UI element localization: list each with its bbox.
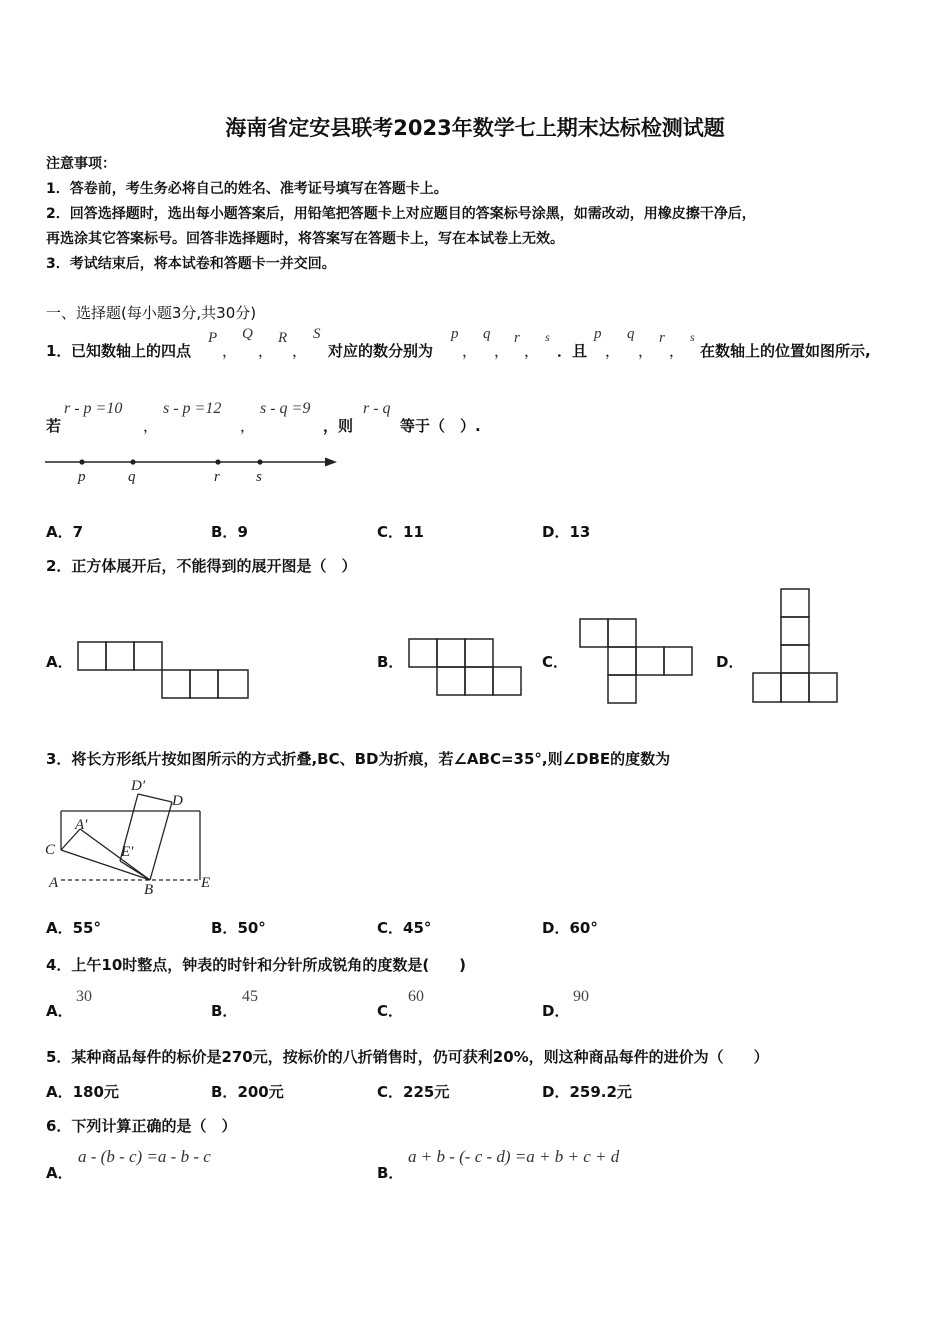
net-figure-b [407,637,525,699]
q1-eq1: r - p =10 [64,400,123,417]
option-b[interactable]: B．50° [211,919,266,937]
folding-figure [40,774,230,902]
option-c[interactable]: C．11 [377,523,424,541]
q5-text: 5．某种商品每件的标价是270元，按标价的八折销售时，仍可获利20%，则这种商品每件的进价为（ ） [46,1048,769,1066]
option-a-value: 30 [76,988,92,1005]
axis-label-p: p [78,469,86,485]
note-item: 2．回答选择题时，选出每小题答案后，用铅笔把答题卡上对应题目的答案标号涂黑，如需改动，用橡皮擦干净后， [46,206,756,222]
option-b[interactable]: B．9 [211,523,248,541]
point-p-dot [79,459,84,464]
q1-val-p: p [451,326,459,342]
option-b-value: 45 [242,988,258,1005]
option-a[interactable]: A． [46,1164,73,1182]
section-heading: 一、选择题(每小题3分,共30分) [46,304,257,322]
option-a[interactable]: A．55° [46,919,101,937]
option-d-value: 90 [573,988,589,1005]
label-d-prime: D′ [131,778,146,794]
q2-text: 2．正方体展开后，不能得到的展开图是（ ） [46,557,357,575]
q1-point-s: S [313,326,321,342]
q1-eq2: s - p =12 [163,400,222,417]
option-c[interactable]: C．225元 [377,1083,450,1101]
q1-text: 在数轴上的位置如图所示, [700,342,871,360]
option-a[interactable]: A． [46,1002,73,1020]
q4-text: 4．上午10时整点，钟表的时针和分针所成锐角的度数是( ) [46,956,467,974]
point-q-dot [130,459,135,464]
q1-number: 1． [46,342,72,360]
option-d[interactable]: D．60° [542,919,598,937]
q1-point-r: R [278,330,288,346]
option-d[interactable]: D． [542,1002,570,1020]
q1-expr: r - q [363,400,391,417]
point-r-dot [215,459,220,464]
q1-text: ．且 [557,342,588,360]
note-item: 3．考试结束后，将本试卷和答题卡一并交回。 [46,256,336,272]
option-b-expression: a + b - (- c - d) =a + b + c + d [408,1147,620,1166]
net-figure-d [750,587,842,707]
q1-val-s: s [545,330,550,344]
q1-val-p2: p [594,326,602,342]
q3-text: 3．将长方形纸片按如图所示的方式折叠,BC、BD为折痕，若∠ABC=35°,则∠DBE的度数为 [46,750,671,768]
option-c[interactable]: C．45° [377,919,432,937]
q1-val-r2: r [659,330,665,346]
q1-val-q2: q [627,326,635,342]
option-a[interactable]: A． [46,653,73,671]
axis-label-q: q [128,469,136,485]
q1-ruo: 若 [46,417,62,435]
option-a[interactable]: A．180元 [46,1083,119,1101]
label-a: A [49,875,59,891]
q1-text: 已知数轴上的四点 [71,342,192,360]
net-figure-c [578,617,696,707]
option-c[interactable]: C． [377,1002,404,1020]
option-d[interactable]: D． [716,653,744,671]
option-a-expression: a - (b - c) =a - b - c [78,1147,211,1166]
option-b[interactable]: B． [377,653,404,671]
option-d[interactable]: D．259.2元 [542,1083,632,1101]
label-e-prime: E′ [121,844,134,860]
option-b[interactable]: B． [211,1002,238,1020]
q6-text: 6．下列计算正确的是（ ） [46,1117,237,1135]
q1-val-r: r [514,330,520,346]
point-s-dot [257,459,262,464]
label-b: B [144,882,154,898]
notes-heading: 注意事项： [46,156,116,172]
option-d[interactable]: D．13 [542,523,591,541]
axis-label-r: r [214,469,220,485]
note-item: 1．答卷前，考生务必将自己的姓名、准考证号填写在答题卡上。 [46,181,448,197]
q1-text: 等于（ ）. [400,417,481,435]
label-d: D [172,793,183,809]
option-a[interactable]: A．7 [46,523,84,541]
q1-point-p: P [208,330,218,346]
page-title: 海南省定安县联考2023年数学七上期末达标检测试题 [225,116,725,140]
q1-eq3: s - q =9 [260,400,311,417]
label-a-prime: A′ [75,817,88,833]
arrow-head-icon [325,458,337,467]
number-line-figure [40,450,350,490]
axis-label-s: s [256,469,262,485]
option-c-value: 60 [408,988,424,1005]
option-b[interactable]: B．200元 [211,1083,284,1101]
q1-val-s2: s [690,330,695,344]
option-c[interactable]: C． [542,653,569,671]
note-item: 再选涂其它答案标号。回答非选择题时，将答案写在答题卡上，写在本试卷上无效。 [46,231,564,247]
q1-text: 对应的数分别为 [328,342,434,360]
q1-val-q: q [483,326,491,342]
option-b[interactable]: B． [377,1164,404,1182]
net-figure-a [76,640,252,702]
q1-ze: ，则 [323,417,354,435]
label-c: C [45,842,56,858]
q1-point-q: Q [242,326,253,342]
label-e: E [201,875,211,891]
